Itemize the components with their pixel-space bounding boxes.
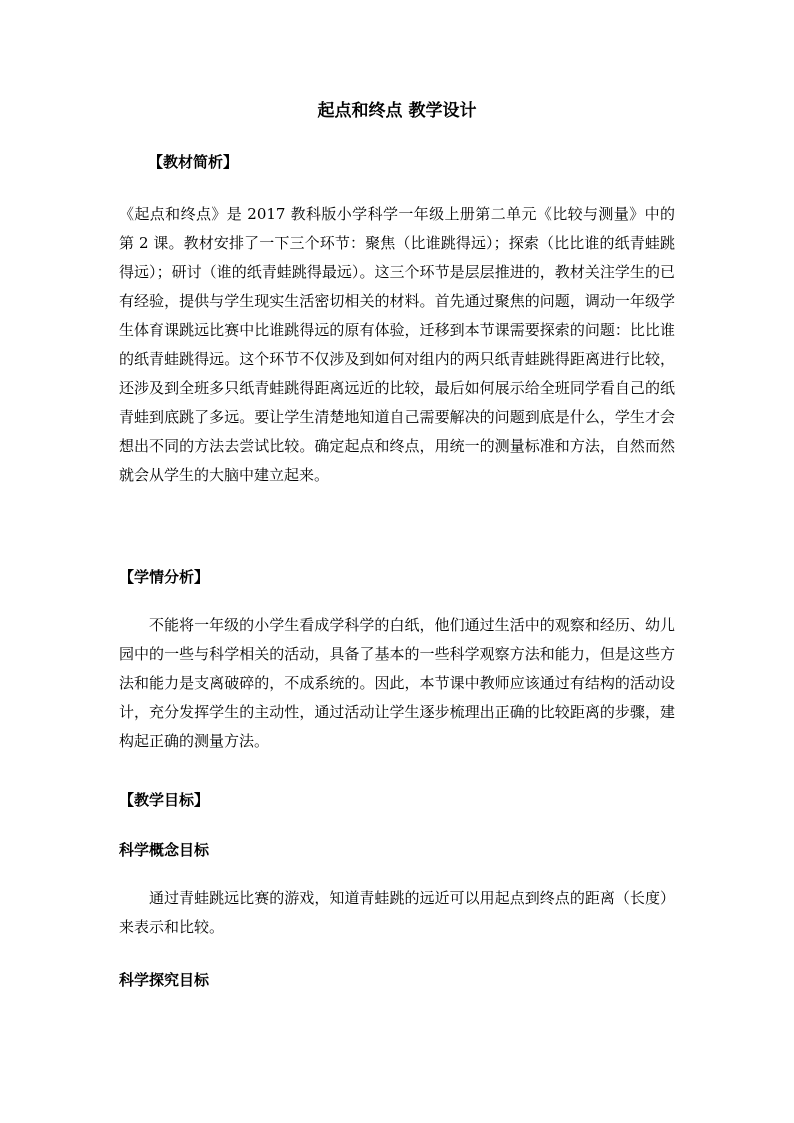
section-heading-teaching-goals: 【教学目标】: [119, 791, 210, 809]
document-title: 起点和终点 教学设计: [317, 101, 477, 121]
paragraph-student-analysis: 不能将一年级的小学生看成学科学的白纸，他们通过生活中的观察和经历、幼儿园中的一些与科学相关的活动，具备了基本的一些科学观察方法和能力，但是这些方法和能力是支离破碎的，不成系统的。因此，本节课中教师应该通过有结构的活动设计，充分发挥学生的主动性，通过活动让学生逐步梳理出正确的比较距离的步骤，建构起正确的测量方法。: [119, 616, 675, 750]
paragraph-concept-goals: 通过青蛙跳远比赛的游戏，知道青蛙跳的远近可以用起点到终点的距离（长度）来表示和比较。: [119, 889, 675, 936]
subheading-concept-goals: 科学概念目标: [119, 841, 210, 859]
paragraph-textbook-analysis: 《起点和终点》是 2017 教科版小学科学一年级上册第二单元《比较与测量》中的第 2 课。教材安排了一下三个环节：聚焦（比谁跳得远）；探索（比比谁的纸青蛙跳得远）；研讨（谁的纸青蛙跳得最远）。这三个环节是层层推进的，教材关注学生的已有经验，提供与学生现实生活密切相关的材料。首先通过聚焦的问题，调动一年级学生体育课跳远比赛中比谁跳得远的原有体验，迁移到本节课需要探索的问题：比比谁的纸青蛙跳得远。这个环节不仅涉及到如何对组内的两只纸青蛙跳得距离进行比较，还涉及到全班多只纸青蛙跳得距离远近的比较，最后如何展示给全班同学看自己的纸青蛙到底跳了多远。要让学生清楚地知道自己需要解决的问题到底是什么，学生才会想出不同的方法去尝试比较。确定起点和终点，用统一的测量标准和方法，自然而然就会从学生的大脑中建立起来。: [119, 205, 675, 484]
section-heading-student-analysis: 【学情分析】: [119, 568, 210, 586]
subheading-inquiry-goals: 科学探究目标: [119, 971, 210, 989]
section-heading-textbook-analysis: 【教材简析】: [148, 153, 239, 171]
